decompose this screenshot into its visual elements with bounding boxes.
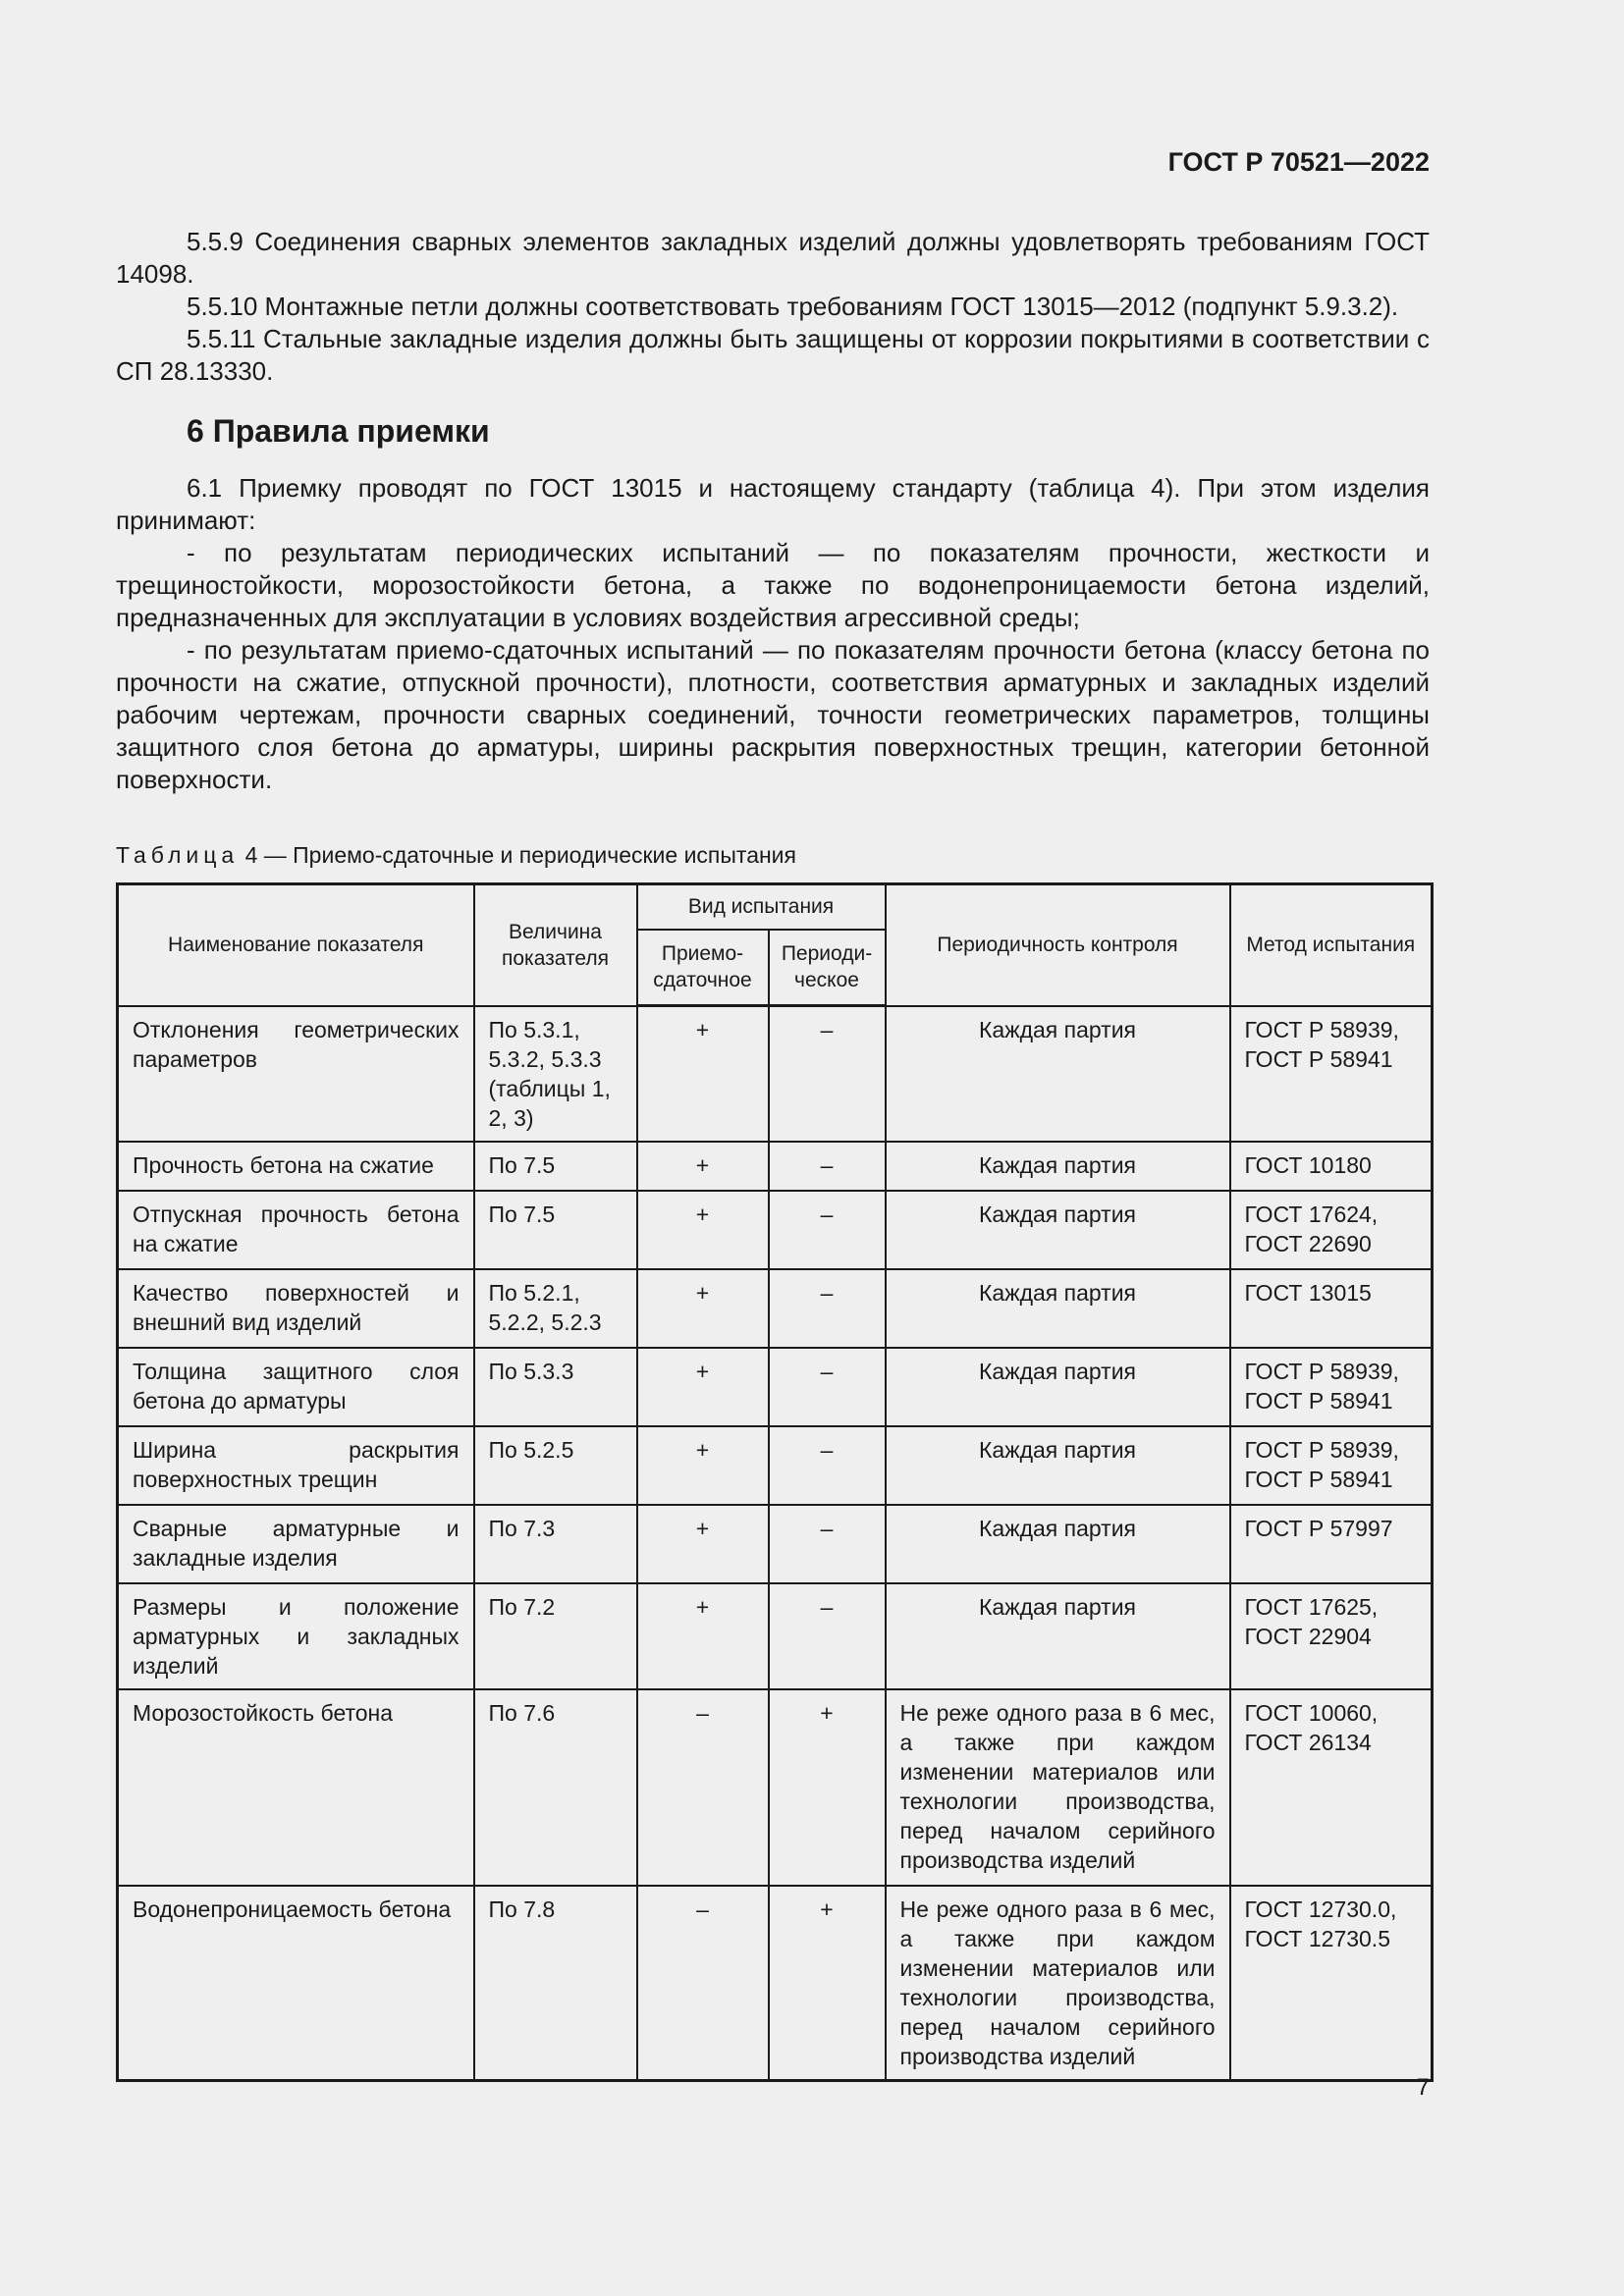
cell-name: Качество поверхностей и внешний вид изделий — [118, 1269, 474, 1348]
table-row — [118, 1886, 1433, 2081]
cell-acceptance: + — [637, 1006, 769, 1142]
cell-frequency: Не реже одного раза в 6 мес, а также при каждом изменении материалов или технологии производства, перед началом серийного производства изделий — [886, 1689, 1230, 1886]
cell-frequency: Каждая партия — [886, 1006, 1230, 1142]
table-caption-prefix: Таблица — [116, 842, 240, 868]
cell-value: По 5.3.3 — [474, 1348, 637, 1426]
cell-method: ГОСТ 12730.0, ГОСТ 12730.5 — [1230, 1886, 1433, 2081]
cell-acceptance: + — [637, 1583, 769, 1689]
cell-frequency: Каждая партия — [886, 1505, 1230, 1583]
cell-name: Размеры и положение арматурных и закладных изделий — [118, 1583, 474, 1689]
cell-frequency: Каждая партия — [886, 1191, 1230, 1269]
cell-value: По 5.3.1, 5.3.2, 5.3.3 (таблицы 1, 2, 3) — [474, 1006, 637, 1142]
tests-table — [116, 882, 1434, 2082]
cell-name: Прочность бетона на сжатие — [118, 1142, 474, 1191]
cell-method: ГОСТ 10180 — [1230, 1142, 1433, 1191]
cell-method: ГОСТ 10060, ГОСТ 26134 — [1230, 1689, 1433, 1886]
cell-periodic: – — [769, 1006, 886, 1142]
table-row — [118, 1505, 1433, 1583]
cell-acceptance: + — [637, 1426, 769, 1505]
cell-value: По 7.3 — [474, 1505, 637, 1583]
cell-periodic: – — [769, 1583, 886, 1689]
table-row — [118, 1142, 1433, 1191]
table-caption-text: 4 — Приемо-сдаточные и периодические испытания — [239, 842, 796, 868]
cell-value: По 7.5 — [474, 1191, 637, 1269]
cell-name: Водонепроницаемость бетона — [118, 1886, 474, 2081]
cell-name: Отклонения геометрических параметров — [118, 1006, 474, 1142]
cell-periodic: – — [769, 1142, 886, 1191]
table-row — [118, 1006, 1433, 1142]
cell-value: По 7.5 — [474, 1142, 637, 1191]
paragraph-5-5-9: 5.5.9 Соединения сварных элементов закладных изделий должны удовлетворять требованиям ГОСТ 14098. — [116, 227, 1430, 289]
cell-name: Ширина раскрытия поверхностных трещин — [118, 1426, 474, 1505]
cell-frequency: Каждая партия — [886, 1269, 1230, 1348]
table-body — [118, 1006, 1433, 2081]
list-item-periodic: - по результатам периодических испытаний — по показателям прочности, жесткости и трещиностойкости, морозостойкости бетона, а также по водонепроницаемости бетона изделий, предназначенных для эксплуатации в условиях воздействия агрессивной среды; — [116, 538, 1430, 632]
table-row — [118, 1191, 1433, 1269]
table-row — [118, 1583, 1433, 1689]
cell-acceptance: + — [637, 1142, 769, 1191]
table-row — [118, 1426, 1433, 1505]
cell-method: ГОСТ Р 58939, ГОСТ Р 58941 — [1230, 1006, 1433, 1142]
cell-periodic: – — [769, 1426, 886, 1505]
cell-value: По 7.8 — [474, 1886, 637, 2081]
table-row — [118, 1348, 1433, 1426]
paragraph-6-1: 6.1 Приемку проводят по ГОСТ 13015 и настоящему стандарту (таблица 4). При этом изделия принимают: — [116, 473, 1430, 535]
document-id-header: ГОСТ Р 70521—2022 — [1167, 147, 1430, 177]
cell-method: ГОСТ 17624, ГОСТ 22690 — [1230, 1191, 1433, 1269]
header-frequency: Периодичность контроля — [886, 884, 1230, 1006]
cell-method: ГОСТ Р 58939, ГОСТ Р 58941 — [1230, 1426, 1433, 1505]
cell-periodic: – — [769, 1269, 886, 1348]
cell-method: ГОСТ Р 58939, ГОСТ Р 58941 — [1230, 1348, 1433, 1426]
cell-method: ГОСТ Р 57997 — [1230, 1505, 1433, 1583]
section-heading: 6 Правила приемки — [187, 413, 490, 449]
cell-acceptance: + — [637, 1269, 769, 1348]
cell-frequency: Каждая партия — [886, 1142, 1230, 1191]
cell-frequency: Не реже одного раза в 6 мес, а также при каждом изменении материалов или технологии производства, перед началом серийного производства изделий — [886, 1886, 1230, 2081]
cell-value: По 5.2.5 — [474, 1426, 637, 1505]
paragraph-5-5-10: 5.5.10 Монтажные петли должны соответствовать требованиям ГОСТ 13015—2012 (подпункт 5.9.3.2). — [187, 292, 1399, 321]
cell-acceptance: – — [637, 1689, 769, 1886]
header-acceptance: Приемо-сдаточное — [637, 930, 769, 1006]
cell-acceptance: – — [637, 1886, 769, 2081]
cell-frequency: Каждая партия — [886, 1583, 1230, 1689]
paragraph-5-5-11: 5.5.11 Стальные закладные изделия должны быть защищены от коррозии покрытиями в соответствии с СП 28.13330. — [116, 324, 1430, 386]
cell-name: Толщина защитного слоя бетона до арматуры — [118, 1348, 474, 1426]
cell-periodic: – — [769, 1505, 886, 1583]
header-name: Наименование показателя — [118, 884, 474, 1006]
cell-value: По 7.2 — [474, 1583, 637, 1689]
cell-acceptance: + — [637, 1505, 769, 1583]
cell-acceptance: + — [637, 1191, 769, 1269]
cell-frequency: Каждая партия — [886, 1348, 1230, 1426]
body-text — [116, 226, 1430, 796]
cell-value: По 5.2.1, 5.2.2, 5.2.3 — [474, 1269, 637, 1348]
header-periodic: Периоди-ческое — [769, 930, 886, 1006]
header-test-type: Вид испытания — [637, 884, 886, 930]
page-number: 7 — [1416, 2074, 1430, 2101]
header-value: Величина показателя — [474, 884, 637, 1006]
cell-method: ГОСТ 13015 — [1230, 1269, 1433, 1348]
cell-periodic: – — [769, 1191, 886, 1269]
cell-acceptance: + — [637, 1348, 769, 1426]
header-method: Метод испытания — [1230, 884, 1433, 1006]
cell-name: Морозостойкость бетона — [118, 1689, 474, 1886]
cell-periodic: + — [769, 1689, 886, 1886]
table-row — [118, 1269, 1433, 1348]
cell-name: Отпускная прочность бетона на сжатие — [118, 1191, 474, 1269]
cell-value: По 7.6 — [474, 1689, 637, 1886]
cell-method: ГОСТ 17625, ГОСТ 22904 — [1230, 1583, 1433, 1689]
cell-periodic: + — [769, 1886, 886, 2081]
cell-frequency: Каждая партия — [886, 1426, 1230, 1505]
table-row — [118, 1689, 1433, 1886]
list-item-acceptance: - по результатам приемо-сдаточных испытаний — по показателям прочности бетона (классу бетона по прочности на сжатие, отпускной прочности), плотности, соответствия арматурных и закладных изделий рабочим чертежам, прочности сварных соединений, точности геометрических параметров, толщины защитного слоя бетона до арматуры, ширины раскрытия поверхностных трещин, категории бетонной поверхности. — [116, 635, 1430, 794]
table-caption — [116, 842, 796, 869]
cell-name: Сварные арматурные и закладные изделия — [118, 1505, 474, 1583]
cell-periodic: – — [769, 1348, 886, 1426]
